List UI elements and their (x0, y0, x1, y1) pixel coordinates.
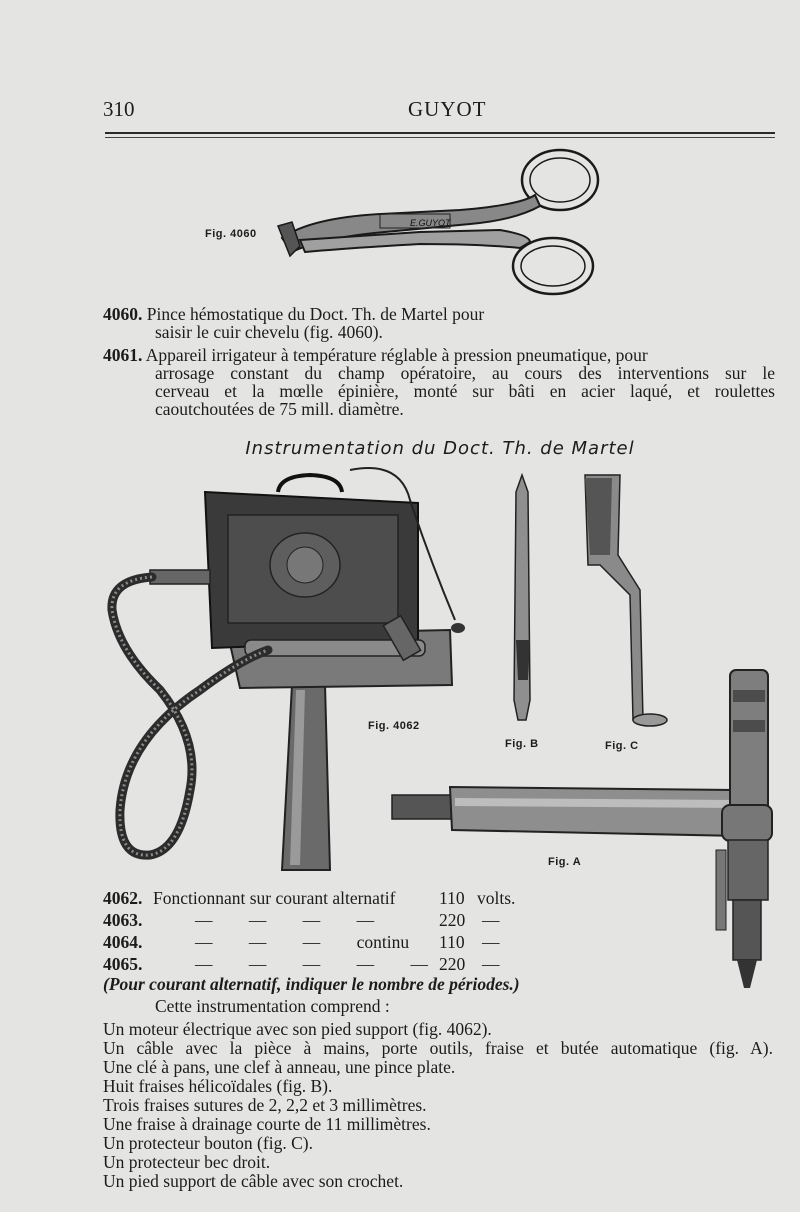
row-desc: — — — — (195, 910, 375, 930)
row-volts: 110 (439, 932, 465, 952)
list-item: Une fraise à drainage courte de 11 millimètres. (103, 1114, 431, 1134)
list-item: Un protecteur bec droit. (103, 1152, 271, 1172)
fig-b-label: Fig. B (505, 738, 539, 750)
list-item: Une clé à pans, une clef à anneau, une pince plate. (103, 1057, 456, 1077)
row-desc: Fonctionnant sur courant alternatif (153, 888, 396, 908)
entry-4061-line-2: arrosage constant du champ opératoire, au cours des interventions sur le (155, 363, 775, 383)
page-header-title: GUYOT (408, 97, 487, 121)
fig-a-label: Fig. A (548, 856, 582, 868)
entry-4061-line-4: caoutchoutées de 75 mill. diamètre. (155, 399, 404, 419)
list-item: Un protecteur bouton (fig. C). (103, 1133, 313, 1153)
list-item: Huit fraises hélicoïdales (fig. B). (103, 1076, 333, 1096)
entry-4061-number: 4061. (103, 345, 143, 365)
row-desc: — — — continu (195, 932, 410, 952)
fig-4062-label: Fig. 4062 (368, 720, 420, 732)
forceps-engraving: E.GUYOT (410, 218, 451, 228)
row-number: 4062. (103, 888, 143, 908)
row-desc: — — — — — (195, 954, 428, 974)
entry-4061-line-3: cerveau et la mœlle épinière, monté sur bâti en acier laqué, et roulettes (155, 381, 775, 401)
periods-note: (Pour courant alternatif, indiquer le nombre de périodes.) (103, 974, 520, 994)
list-item: Un moteur électrique avec son pied support (fig. 4062). (103, 1019, 492, 1039)
page-number: 310 (103, 97, 135, 121)
row-unit: volts. (477, 888, 516, 908)
entry-4060-number: 4060. (103, 304, 143, 324)
fig-4060-label: Fig. 4060 (205, 228, 257, 240)
entry-4060-text: Pince hémostatique du Doct. Th. de Martel pour (146, 304, 485, 324)
row-number: 4065. (103, 954, 143, 974)
row-unit: — (482, 954, 500, 974)
list-item: Un pied support de câble avec son crochet. (103, 1171, 404, 1191)
fig-c-label: Fig. C (605, 740, 639, 752)
row-number: 4063. (103, 910, 143, 930)
list-item: Un câble avec la pièce à mains, porte outils, fraise et butée automatique (fig. A). (103, 1038, 773, 1058)
entry-4060-text-2: saisir le cuir chevelu (fig. 4060). (155, 322, 383, 342)
list-intro: Cette instrumentation comprend : (155, 996, 390, 1016)
row-volts: 220 (439, 954, 466, 974)
figure-caption: Instrumentation du Doct. Th. de Martel (245, 438, 635, 459)
row-unit: — (482, 932, 500, 952)
row-number: 4064. (103, 932, 143, 952)
entry-4061-text: Appareil irrigateur à température réglable à pression pneumatique, pour (145, 345, 648, 365)
row-unit: — (482, 910, 500, 930)
list-item: Trois fraises sutures de 2, 2,2 et 3 millimètres. (103, 1095, 427, 1115)
row-volts: 110 (439, 888, 465, 908)
row-volts: 220 (439, 910, 466, 930)
